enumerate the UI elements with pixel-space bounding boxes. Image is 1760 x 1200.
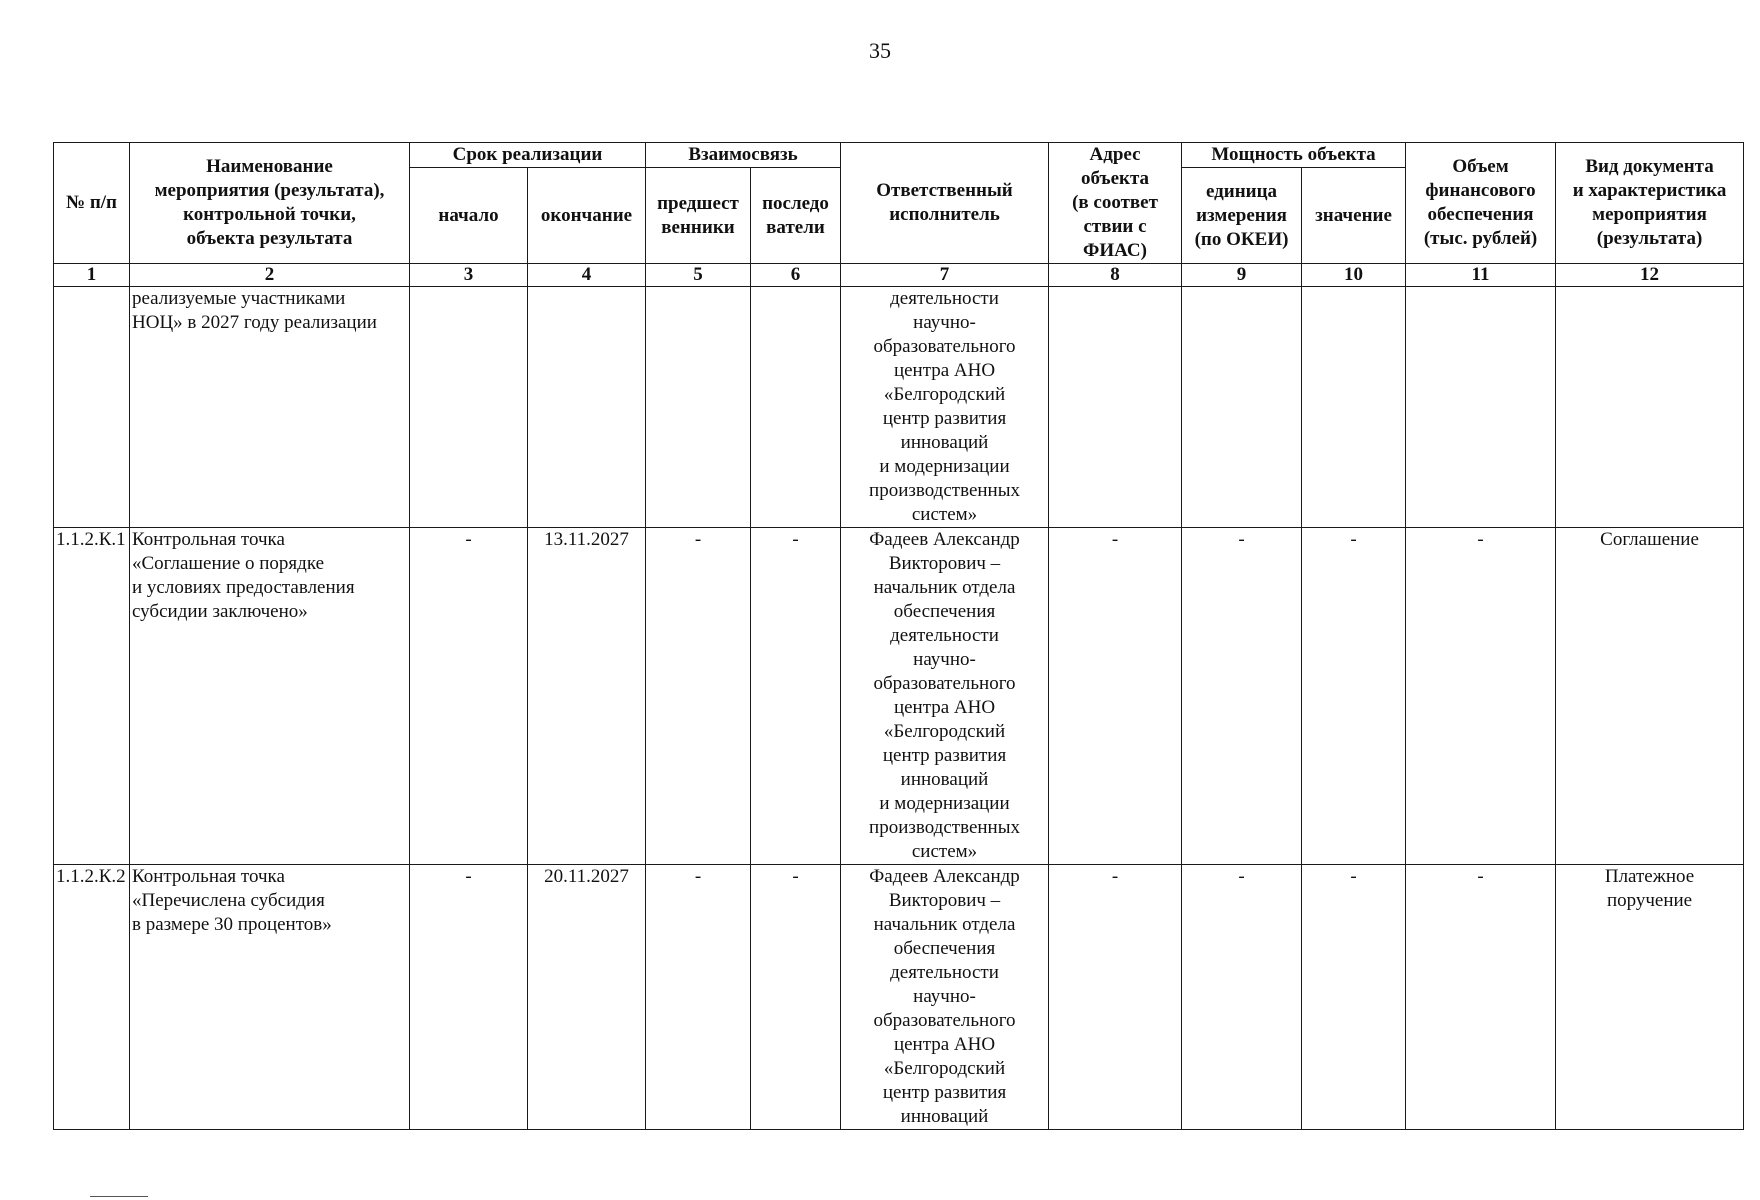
- cell-prev: -: [646, 865, 751, 1130]
- cell-next: -: [751, 865, 841, 1130]
- column-number: 12: [1556, 264, 1744, 287]
- header-responsible: Ответственный исполнитель: [841, 143, 1049, 264]
- cell-end: [528, 287, 646, 528]
- cell-value: [1302, 287, 1406, 528]
- header-capacity-unit: единица измерения (по ОКЕИ): [1182, 168, 1302, 264]
- cell-next: -: [751, 528, 841, 865]
- column-number: 10: [1302, 264, 1406, 287]
- cell-prev: [646, 287, 751, 528]
- cell-start: -: [410, 528, 528, 865]
- column-number: 3: [410, 264, 528, 287]
- cell-responsible: Фадеев Александр Викторович – начальник отдела обеспечения деятельности научно- образовательного центра АНО «Белгородский центр развития инноваций: [841, 865, 1049, 1130]
- cell-document: Соглашение: [1556, 528, 1744, 865]
- column-number: 2: [130, 264, 410, 287]
- cell-finance: -: [1406, 865, 1556, 1130]
- cell-value: -: [1302, 528, 1406, 865]
- table-row: [54, 528, 1744, 865]
- column-number: 4: [528, 264, 646, 287]
- cell-end: 13.11.2027: [528, 528, 646, 865]
- cell-unit: [1182, 287, 1302, 528]
- header-name: Наименование мероприятия (результата), контрольной точки, объекта результата: [130, 143, 410, 264]
- header-address: Адрес объекта (в соответ ствии с ФИАС): [1049, 143, 1182, 264]
- cell-next: [751, 287, 841, 528]
- cell-name: реализуемые участниками НОЦ» в 2027 году реализации: [130, 287, 410, 528]
- cell-end: 20.11.2027: [528, 865, 646, 1130]
- header-term: Срок реализации: [410, 143, 646, 168]
- header-term-start: начало: [410, 168, 528, 264]
- cell-unit: -: [1182, 865, 1302, 1130]
- cell-num: 1.1.2.К.2: [54, 865, 130, 1130]
- column-number: 11: [1406, 264, 1556, 287]
- plan-table: [53, 142, 1744, 1130]
- column-number: 6: [751, 264, 841, 287]
- cell-unit: -: [1182, 528, 1302, 865]
- header-capacity: Мощность объекта: [1182, 143, 1406, 168]
- header-capacity-value: значение: [1302, 168, 1406, 264]
- header-row-1: [54, 143, 1744, 168]
- cell-address: -: [1049, 865, 1182, 1130]
- cell-responsible: Фадеев Александр Викторович – начальник отдела обеспечения деятельности научно- образовательного центра АНО «Белгородский центр развития инноваций и модернизации производственных систем»: [841, 528, 1049, 865]
- cell-value: -: [1302, 865, 1406, 1130]
- cell-document: [1556, 287, 1744, 528]
- header-link-next: последо ватели: [751, 168, 841, 264]
- cell-finance: -: [1406, 528, 1556, 865]
- header-num: № п/п: [54, 143, 130, 264]
- cell-finance: [1406, 287, 1556, 528]
- cell-name: Контрольная точка «Соглашение о порядке и условиях предоставления субсидии заключено»: [130, 528, 410, 865]
- header-link: Взаимосвязь: [646, 143, 841, 168]
- table-row: [54, 287, 1744, 528]
- cell-num: 1.1.2.К.1: [54, 528, 130, 865]
- header-document: Вид документа и характеристика мероприятия (результата): [1556, 143, 1744, 264]
- column-number: 7: [841, 264, 1049, 287]
- cell-start: [410, 287, 528, 528]
- table-row: [54, 865, 1744, 1130]
- header-finance: Объем финансового обеспечения (тыс. рублей): [1406, 143, 1556, 264]
- cell-start: -: [410, 865, 528, 1130]
- column-number: 8: [1049, 264, 1182, 287]
- column-number-row: [54, 264, 1744, 287]
- cell-address: -: [1049, 528, 1182, 865]
- cell-name: Контрольная точка «Перечислена субсидия в размере 30 процентов»: [130, 865, 410, 1130]
- header-term-end: окончание: [528, 168, 646, 264]
- header-link-prev: предшест венники: [646, 168, 751, 264]
- cell-responsible: деятельности научно- образовательного центра АНО «Белгородский центр развития инноваций и модернизации производственных систем»: [841, 287, 1049, 528]
- cell-document: Платежное поручение: [1556, 865, 1744, 1130]
- cell-num: [54, 287, 130, 528]
- column-number: 5: [646, 264, 751, 287]
- cell-prev: -: [646, 528, 751, 865]
- page-number: 35: [869, 38, 891, 63]
- column-number: 9: [1182, 264, 1302, 287]
- cell-address: [1049, 287, 1182, 528]
- footnote-rule: [90, 1196, 148, 1197]
- column-number: 1: [54, 264, 130, 287]
